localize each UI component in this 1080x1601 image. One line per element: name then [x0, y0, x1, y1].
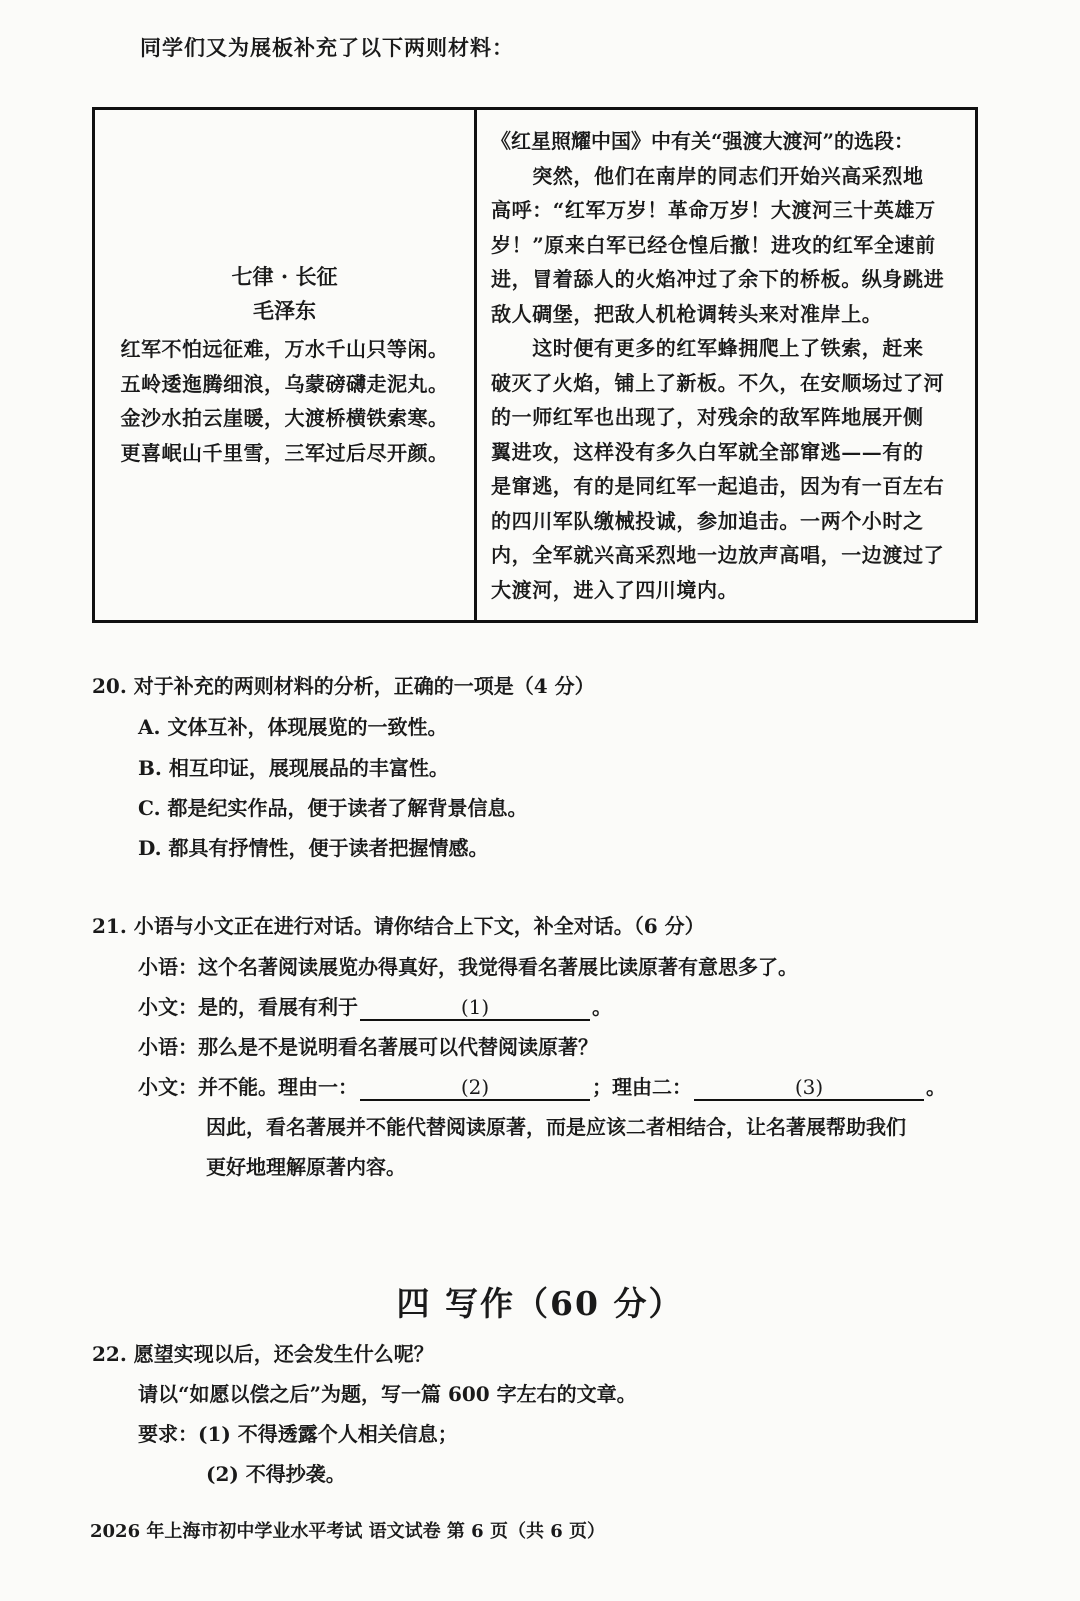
dialogue-line: 因此，看名著展并不能代替阅读原著，而是应该二者相结合，让名著展帮助我们: [206, 1115, 906, 1139]
section-title: 四 写作（60 分）: [396, 1284, 684, 1323]
excerpt-line: 高呼：“红军万岁！革命万岁！大渡河三十英雄万: [491, 198, 936, 222]
answer-blank-3[interactable]: (3): [694, 1075, 924, 1101]
excerpt-line: 的四川军队缴械投诚，参加追击。一两个小时之: [491, 508, 924, 533]
answer-blank-1[interactable]: (1): [360, 995, 590, 1021]
excerpt-line: 大渡河，进入了四川境内。: [491, 577, 739, 602]
question-20-option-c: C. 都是纪实作品，便于读者了解背景信息。: [138, 796, 528, 820]
excerpt-line: 进，冒着舔人的火焰冲过了余下的桥板。纵身跳进: [491, 267, 945, 291]
question-21-stem: 21. 小语与小文正在进行对话。请你结合上下文，补全对话。（6 分）: [92, 914, 705, 938]
intro-text: 同学们又为展板补充了以下两则材料：: [140, 35, 514, 60]
poem-line: 红军不怕远征难，万水千山只等闲。: [120, 337, 449, 361]
poem-title: 七律 · 长征: [231, 264, 338, 289]
excerpt-line: 破灭了火焰，铺上了新板。不久，在安顺场过了河: [491, 370, 945, 395]
poem-line: 金沙水拍云崖暖，大渡桥横铁索寒。: [120, 406, 449, 430]
dialogue-line: 小语：那么是不是说明看名著展可以代替阅读原著？: [138, 1035, 598, 1059]
writing-prompt: 请以“如愿以偿之后”为题，写一篇 600 字左右的文章。: [138, 1382, 637, 1406]
poem-line: 五岭逶迤腾细浪，乌蒙磅礴走泥丸。: [120, 371, 449, 396]
excerpt-line: 是窜逃，有的是同红军一起追击，因为有一百左右: [491, 474, 945, 498]
question-20-option-d: D. 都具有抒情性，便于读者把握情感。: [138, 836, 489, 860]
dialogue-line: 小语：这个名著阅读展览办得真好，我觉得看名著展比读原著有意思多了。: [138, 955, 798, 979]
excerpt-line: 敌人碉堡，把敌人机枪调转头来对准岸上。: [491, 301, 883, 326]
writing-requirement: (2) 不得抄袭。: [206, 1462, 346, 1486]
question-20-stem: 20. 对于补充的两则材料的分析，正确的一项是（4 分）: [92, 674, 595, 698]
excerpt-line: 突然，他们在南岸的同志们开始兴高采烈地: [491, 163, 924, 188]
dialogue-line: [138, 1073, 946, 1101]
poem-line: 更喜岷山千里雪，三军过后尽开颜。: [120, 440, 449, 465]
excerpt-line: 翼进攻，这样没有多久白军就全部窜逃——有的: [491, 439, 924, 464]
dialogue-text: 。: [926, 1075, 946, 1099]
dialogue-line: [138, 993, 612, 1021]
excerpt-line: 的一师红军也出现了，对残余的敌军阵地展开侧: [491, 405, 924, 429]
dialogue-text: ；理由二：: [592, 1075, 692, 1099]
dialogue-line: 更好地理解原著内容。: [206, 1155, 406, 1179]
writing-requirement: 要求：(1) 不得透露个人相关信息；: [138, 1422, 458, 1446]
dialogue-text: 小文：并不能。理由一：: [138, 1075, 358, 1099]
poem-author: 毛泽东: [253, 298, 316, 323]
excerpt-heading: 《红星照耀中国》中有关“强渡大渡河”的选段：: [491, 129, 915, 153]
excerpt-line: 岁！”原来白军已经仓惶后撤！进攻的红军全速前: [491, 232, 936, 257]
dialogue-text: 小文：是的，看展有利于: [138, 995, 358, 1019]
materials-table: [92, 107, 978, 623]
dialogue-text: 。: [592, 995, 612, 1019]
question-20-option-a: A. 文体互补，体现展览的一致性。: [138, 715, 448, 739]
answer-blank-2[interactable]: (2): [360, 1075, 590, 1101]
question-20-option-b: B. 相互印证，展现展品的丰富性。: [138, 756, 449, 780]
page-footer: 2026 年上海市初中学业水平考试 语文试卷 第 6 页（共 6 页）: [90, 1521, 606, 1542]
excerpt-line: 内，全军就兴高采烈地一边放声高唱，一边渡过了: [491, 543, 945, 567]
excerpt-line: 这时便有更多的红军蜂拥爬上了铁索，赶来: [491, 336, 924, 360]
question-22-stem: 22. 愿望实现以后，还会发生什么呢？: [92, 1342, 434, 1366]
excerpt-cell: [477, 110, 975, 620]
poem-cell: [95, 110, 477, 620]
